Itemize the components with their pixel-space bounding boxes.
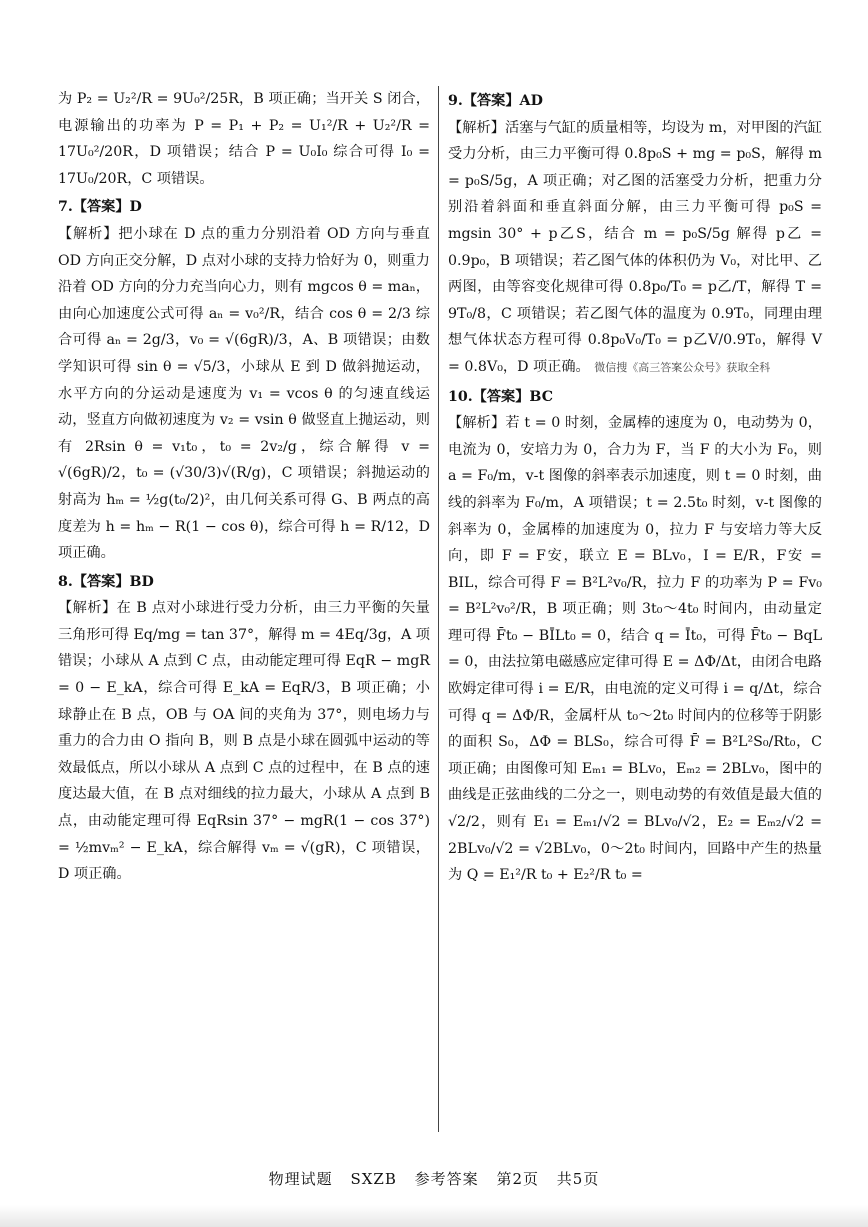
page-footer — [0, 1168, 868, 1189]
question-9-analysis-text: 【解析】活塞与气缸的质量相等，均设为 m，对甲图的汽缸受力分析，由三力平衡可得 0.8p₀S + mg = p₀S，解得 m = p₀S/5g，A 项正确；对乙图的活塞受力分析，把重力分别沿着斜面和垂直斜面分解，由三力平衡可得 p₀S = mgsin 30° + p乙S，结合 m = p₀S/5g 解得 p乙 = 0.9p₀，B 项错误；若乙图气体的体积仍为 V₀，对比甲、乙两图，由等容变化规律可得 0.8p₀/T₀ = p乙/T，解得 T = 9T₀/8，C 项错误；若乙图气体的温度为 0.9T₀，同理由理想气体状态方程可得 0.8p₀V₀/T₀ = p乙V/0.9T₀，解得 V = 0.8V₀，D 项正确。 — [448, 119, 822, 375]
question-7-analysis: 【解析】把小球在 D 点的重力分别沿着 OD 方向与垂直 OD 方向正交分解，D 点对小球的支持力恰好为 0，则重力沿着 OD 方向的分力充当向心力，则有 mgcos θ = maₙ，由向心加速度公式可得 aₙ = v₀²/R，结合 cos θ = 2/3 综合可得 aₙ = 2g/3，v₀ = √(6gR)/3，A、B 项错误；由数学知识可得 sin θ = √5/3，小球从 E 到 D 做斜抛运动，水平方向的分运动是速度为 v₁ = vcos θ 的匀速直线运动，竖直方向做初速度为 v₂ = vsin θ 做竖直上抛运动，则有 2Rsin θ = v₁t₀，t₀ = 2v₂/g，综合解得 v = √(6gR)/2，t₀ = (√30/3)√(R/g)，C 项错误；斜抛运动的射高为 hₘ = ½g(t₀/2)²，由几何关系可得 G、B 两点的高度差为 h = hₘ − R(1 − cos θ)，综合可得 h = R/12，D 项正确。 — [58, 225, 430, 562]
footer-code: SXZB — [350, 1170, 397, 1188]
footer-subject: 物理试题 — [268, 1170, 333, 1188]
question-7 — [58, 194, 430, 566]
footer-total: 共5页 — [556, 1170, 600, 1188]
footer-page: 第2页 — [496, 1170, 539, 1188]
question-9-analysis — [448, 115, 822, 382]
left-column — [58, 86, 430, 890]
question-9 — [448, 88, 822, 382]
question-8-answer: 8.【答案】BD — [58, 573, 154, 590]
question-8 — [58, 569, 430, 888]
footer-type: 参考答案 — [414, 1170, 479, 1188]
question-9-answer: 9.【答案】AD — [448, 93, 543, 109]
question-10-answer: 10.【答案】BC — [448, 388, 553, 405]
question-8-analysis: 【解析】在 B 点对小球进行受力分析，由三力平衡的矢量三角形可得 Eq/mg = tan 37°，解得 m = 4Eq/3g，A 项错误；小球从 A 点到 C 点，由动能定理可得 EqR − mgR = 0 − E_kA，综合可得 E_kA = EqR/3，B 项正确；小球静止在 B 点，OB 与 OA 间的夹角为 37°，则电场力与重力的合力由 O 指向 B，则 B 点是小球在圆弧中运动的等效最低点，所以小球从 A 点到 C 点的过程中，在 B 点的速度达最大值，在 B 点对细线的拉力最大，小球从 A 点到 B 点，由动能定理可得 EqRsin 37° − mgR(1 − cos 37°) = ½mvₘ² − E_kA，综合解得 vₘ = √(gR)，C 项错误，D 项正确。 — [58, 600, 430, 883]
question-6-continuation: 为 P₂ = U₂²/R = 9U₀²/25R，B 项正确；当开关 S 闭合，电源输出的功率为 P = P₁ + P₂ = U₁²/R + U₂²/R = 17U₀²/20R，D 项错误；结合 P = U₀I₀ 综合可得 I₀ = 17U₀/20R，C 项错误。 — [58, 91, 430, 187]
watermark-text: 微信搜《高三答案公众号》获取全科 — [594, 360, 771, 374]
right-column — [448, 86, 822, 891]
question-7-answer: 7.【答案】D — [58, 199, 142, 216]
scan-bottom-edge — [0, 1205, 868, 1227]
question-10 — [448, 384, 822, 889]
question-10-analysis: 【解析】若 t = 0 时刻，金属棒的速度为 0，电动势为 0，电流为 0，安培力为 0，合力为 F，当 F 的大小为 F₀，则 a = F₀/m，v-t 图像的斜率表示加速度，则 t = 0 时刻，曲线的斜率为 F₀/m，A 项错误；t = 2.5t₀ 时刻，v-t 图像的斜率为 0，金属棒的加速度为 0，拉力 F 与安培力等大反向，即 F = F安，联立 E = BLv₀，I = E/R，F安 = BIL，综合可得 F = B²L²v₀/R，拉力 F 的功率为 P = Fv₀ = B²L²v₀²/R，B 项正确；则 3t₀～4t₀ 时间内，由动量定理可得 F̄t₀ − BĪLt₀ = 0，结合 q = Īt₀，可得 F̄t₀ − BqL = 0，由法拉第电磁感应定律可得 E = ΔΦ/Δt，由闭合电路欧姆定律可得 i = E/R，由电流的定义可得 i = q/Δt，综合可得 q = ΔΦ/R，金属杆从 t₀～2t₀ 时间内的位移等于阴影的面积 S₀，ΔΦ = BLS₀，综合可得 F̄ = B²L²S₀/Rt₀，C 项正确；由图像可知 Eₘ₁ = BLv₀，Eₘ₂ = 2BLv₀，图中的曲线是正弦曲线的二分之一，则电动势的有效值是最大值的 √2/2，则有 E₁ = Eₘ₁/√2 = BLv₀/√2，E₂ = Eₘ₂/√2 = 2BLv₀/√2 = √2BLv₀，0～2t₀ 时间内，回路中产生的热量为 Q = E₁²/R t₀ + E₂²/R t₀ = — [448, 415, 822, 884]
column-divider — [438, 86, 439, 1132]
